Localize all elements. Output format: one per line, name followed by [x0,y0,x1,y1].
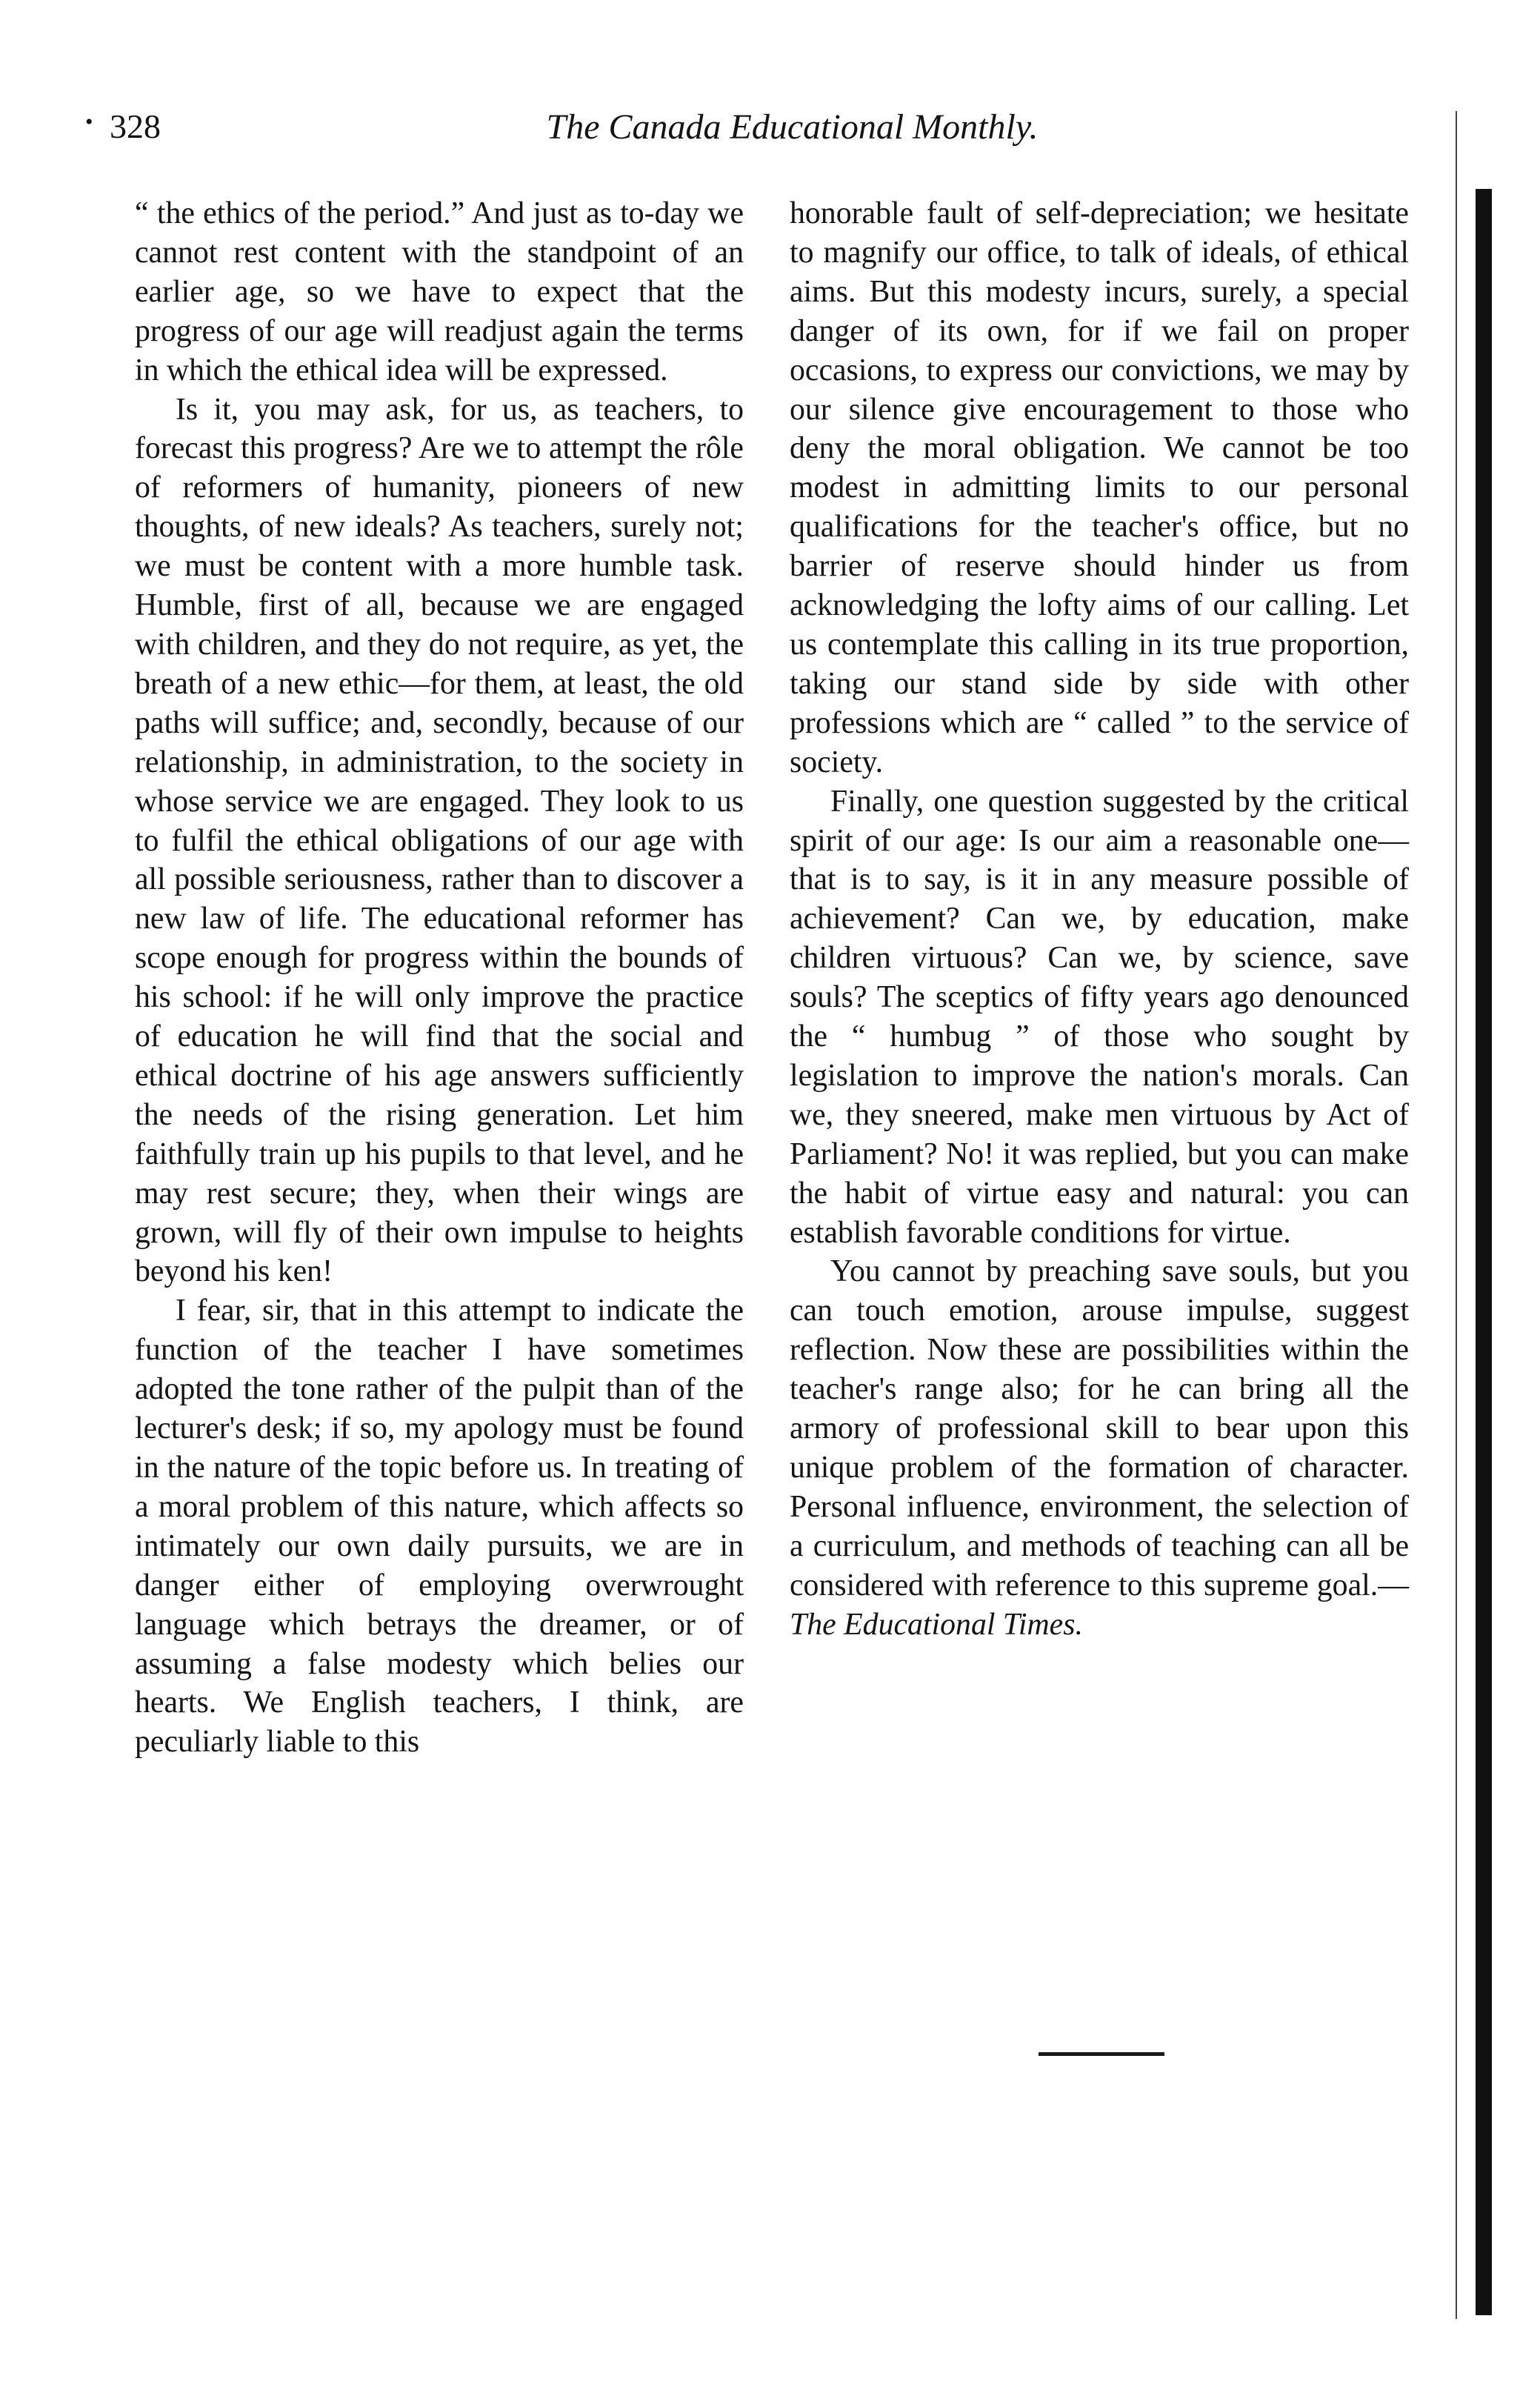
left-column [135,194,744,1762]
source-attribution: The Educational Times. [790,1607,1083,1642]
left-paragraph-2: Is it, you may ask, for us, as teachers, to forecast this progress? Are we to attempt the rôle of reformers of humanity, pioneers of new thoughts, of new ideals? As teachers, surely not; we must be content with a more humble task. Humble, first of all, because we are engaged with children, and they do not require, as yet, the breath of a new ethic—for them, at least, the old paths will suffice; and, secondly, because of our relationship, in administration, to the society in whose service we are engaged. They look to us to fulfil the ethical obligations of our age with all possible seriousness, rather than to discover a new law of life. The educational reformer has scope enough for progress within the bounds of his school: if he will only improve the practice of education he will find that the social and ethical doctrine of his age answers sufficiently the needs of the rising generation. Let him faithfully train up his pupils to that level, and he may rest secure; they, when their wings are grown, will fly of their own impulse to heights beyond his ken! [135,392,744,1289]
right-paragraph-1: honorable fault of self-depreciation; we hesitate to magnify our office, to talk of ideals, of ethical aims. But this modesty incurs, surely, a special danger of its own, for if we fail on proper occasions, to express our convictions, we may by our silence give encouragement to those who deny the moral obligation. We cannot be too modest in admitting limits to our personal qualifications for the teacher's office, but no barrier of reserve should hinder us from acknowledging the lofty aims of our calling. Let us contemplate this calling in its true proportion, taking our stand side by side with other professions which are “ called ” to the service of society. [790,196,1409,779]
page-mark: • [85,110,93,134]
binding-edge-bar [1476,189,1492,2315]
left-paragraph-3: I fear, sir, that in this attempt to indicate the function of the teacher I have sometimes adopted the tone rather of the pulpit than of the lecturer's desk; if so, my apology must be found in the nature of the topic before us. In treating of a moral problem of this nature, which affects so intimately our own daily pursuits, we are in danger either of employing overwrought language which betrays the dreamer, or of assuming a false modesty which belies our hearts. We English teachers, I think, are peculiarly liable to this [135,1294,744,1760]
right-paragraph-3 [790,1252,1409,1644]
running-title: The Canada Educational Monthly. [546,107,1039,147]
page-number: 328 [110,107,161,145]
right-paragraph-2: Finally, one question suggested by the critical spirit of our age: Is our aim a reasonable one—that is to say, is it in any measure possible of achievement? Can we, by education, make children virtuous? Can we, by science, save souls? The sceptics of fifty years ago denounced the “ humbug ” of those who sought by legislation to improve the nation's morals. Can we, they sneered, make men virtuous by Act of Parliament? No! it was replied, but you can make the habit of virtue easy and natural: you can establish favorable conditions for virtue. [790,784,1409,1250]
page-edge-line [1456,111,1457,2319]
end-rule [1039,2052,1164,2056]
left-paragraph-1: “ the ethics of the period.” And just as to-day we cannot rest content with the standpoint of an earlier age, so we have to expect that the progress of our age will readjust again the terms in which the ethical idea will be expressed. [135,196,744,387]
right-column [790,194,1409,1645]
right-paragraph-3-text: You cannot by preaching save souls, but you can touch emotion, arouse impulse, suggest reflection. Now these are possibilities within the teacher's range also; for he can bring all the armory of professional skill to bear upon this unique problem of the formation of character. Personal influence, environment, the selection of a curriculum, and methods of teaching can all be considered with reference to this supreme goal.— [790,1254,1409,1602]
